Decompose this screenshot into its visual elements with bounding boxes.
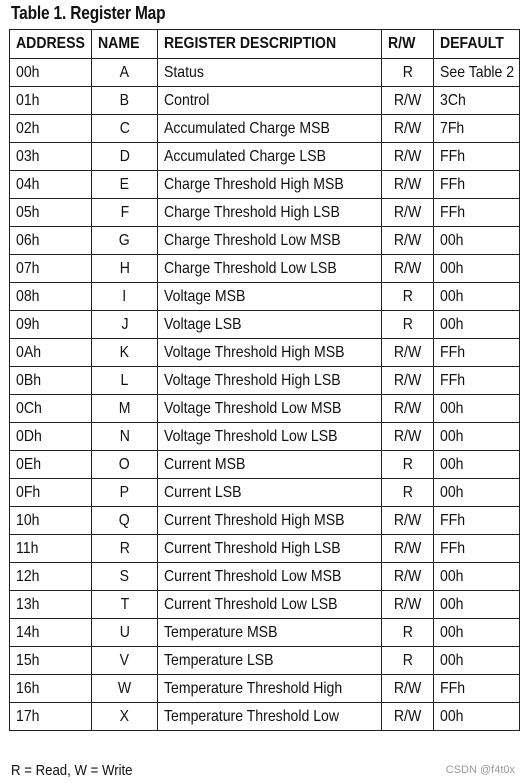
cell-description: Current LSB <box>158 479 382 507</box>
cell-name: N <box>92 423 158 451</box>
cell-description: Accumulated Charge MSB <box>158 115 382 143</box>
cell-name: A <box>92 59 158 87</box>
cell-default: FFh <box>434 507 520 535</box>
cell-description: Voltage MSB <box>158 283 382 311</box>
cell-default: 00h <box>434 283 520 311</box>
cell-description: Voltage Threshold High MSB <box>158 339 382 367</box>
cell-rw: R/W <box>382 535 434 563</box>
table-row <box>10 87 520 115</box>
cell-description: Voltage Threshold Low LSB <box>158 423 382 451</box>
cell-rw: R <box>382 619 434 647</box>
cell-name: K <box>92 339 158 367</box>
cell-rw: R <box>382 59 434 87</box>
cell-default: 00h <box>434 311 520 339</box>
cell-rw: R/W <box>382 255 434 283</box>
cell-address: 0Bh <box>10 367 92 395</box>
watermark: CSDN @f4t0x <box>445 764 515 776</box>
cell-address: 11h <box>10 535 92 563</box>
cell-name: O <box>92 451 158 479</box>
table-body <box>10 59 520 731</box>
cell-default: 00h <box>434 703 520 731</box>
cell-name: L <box>92 367 158 395</box>
cell-default: See Table 2 <box>434 59 520 87</box>
cell-rw: R/W <box>382 675 434 703</box>
cell-address: 0Ch <box>10 395 92 423</box>
cell-name: T <box>92 591 158 619</box>
table-row <box>10 283 520 311</box>
cell-rw: R <box>382 283 434 311</box>
cell-rw: R/W <box>382 199 434 227</box>
cell-rw: R/W <box>382 563 434 591</box>
cell-default: 00h <box>434 591 520 619</box>
cell-name: I <box>92 283 158 311</box>
cell-default: FFh <box>434 171 520 199</box>
cell-address: 0Dh <box>10 423 92 451</box>
cell-name: D <box>92 143 158 171</box>
cell-rw: R/W <box>382 507 434 535</box>
cell-address: 0Fh <box>10 479 92 507</box>
table-row <box>10 311 520 339</box>
cell-address: 16h <box>10 675 92 703</box>
cell-description: Status <box>158 59 382 87</box>
cell-name: C <box>92 115 158 143</box>
column-header-address: ADDRESS <box>10 30 92 59</box>
cell-description: Temperature Threshold Low <box>158 703 382 731</box>
cell-description: Charge Threshold Low LSB <box>158 255 382 283</box>
cell-address: 08h <box>10 283 92 311</box>
cell-rw: R/W <box>382 423 434 451</box>
cell-name: B <box>92 87 158 115</box>
cell-default: FFh <box>434 199 520 227</box>
cell-rw: R <box>382 311 434 339</box>
cell-name: V <box>92 647 158 675</box>
cell-description: Accumulated Charge LSB <box>158 143 382 171</box>
cell-name: Q <box>92 507 158 535</box>
cell-address: 01h <box>10 87 92 115</box>
cell-description: Current Threshold Low MSB <box>158 563 382 591</box>
cell-address: 12h <box>10 563 92 591</box>
cell-default: 00h <box>434 619 520 647</box>
cell-address: 0Ah <box>10 339 92 367</box>
cell-rw: R/W <box>382 339 434 367</box>
table-row <box>10 227 520 255</box>
cell-default: 00h <box>434 451 520 479</box>
cell-description: Voltage Threshold Low MSB <box>158 395 382 423</box>
cell-name: P <box>92 479 158 507</box>
cell-default: 00h <box>434 227 520 255</box>
cell-address: 0Eh <box>10 451 92 479</box>
cell-rw: R <box>382 479 434 507</box>
cell-address: 14h <box>10 619 92 647</box>
cell-default: FFh <box>434 367 520 395</box>
cell-address: 13h <box>10 591 92 619</box>
cell-default: 00h <box>434 647 520 675</box>
cell-description: Temperature Threshold High <box>158 675 382 703</box>
cell-name: X <box>92 703 158 731</box>
cell-description: Control <box>158 87 382 115</box>
cell-default: 00h <box>434 479 520 507</box>
cell-rw: R/W <box>382 395 434 423</box>
cell-default: FFh <box>434 675 520 703</box>
cell-address: 17h <box>10 703 92 731</box>
table-row <box>10 255 520 283</box>
cell-address: 00h <box>10 59 92 87</box>
cell-default: FFh <box>434 535 520 563</box>
cell-name: W <box>92 675 158 703</box>
cell-rw: R/W <box>382 171 434 199</box>
cell-name: F <box>92 199 158 227</box>
table-row <box>10 619 520 647</box>
cell-default: 3Ch <box>434 87 520 115</box>
cell-rw: R/W <box>382 367 434 395</box>
cell-name: U <box>92 619 158 647</box>
table-row <box>10 647 520 675</box>
table-row <box>10 143 520 171</box>
cell-default: FFh <box>434 143 520 171</box>
cell-rw: R/W <box>382 703 434 731</box>
cell-name: M <box>92 395 158 423</box>
cell-default: 00h <box>434 395 520 423</box>
table-row <box>10 479 520 507</box>
register-map-table <box>9 29 520 731</box>
cell-name: H <box>92 255 158 283</box>
table-title: Table 1. Register Map <box>11 3 166 23</box>
table-row <box>10 395 520 423</box>
cell-rw: R <box>382 647 434 675</box>
cell-rw: R/W <box>382 143 434 171</box>
table-row <box>10 367 520 395</box>
cell-address: 06h <box>10 227 92 255</box>
cell-address: 05h <box>10 199 92 227</box>
cell-name: J <box>92 311 158 339</box>
cell-description: Voltage LSB <box>158 311 382 339</box>
cell-name: S <box>92 563 158 591</box>
cell-description: Charge Threshold Low MSB <box>158 227 382 255</box>
cell-address: 03h <box>10 143 92 171</box>
table-row <box>10 115 520 143</box>
cell-name: E <box>92 171 158 199</box>
cell-description: Current Threshold High MSB <box>158 507 382 535</box>
cell-rw: R/W <box>382 227 434 255</box>
cell-description: Charge Threshold High LSB <box>158 199 382 227</box>
cell-rw: R/W <box>382 115 434 143</box>
table-row <box>10 423 520 451</box>
cell-rw: R <box>382 451 434 479</box>
table-row <box>10 563 520 591</box>
table-row <box>10 339 520 367</box>
table-row <box>10 703 520 731</box>
table-header-row <box>10 30 520 59</box>
table-row <box>10 171 520 199</box>
cell-description: Current MSB <box>158 451 382 479</box>
cell-address: 10h <box>10 507 92 535</box>
table-row <box>10 535 520 563</box>
footnote: R = Read, W = Write <box>11 762 133 779</box>
cell-address: 09h <box>10 311 92 339</box>
table-row <box>10 59 520 87</box>
cell-default: 7Fh <box>434 115 520 143</box>
table-row <box>10 591 520 619</box>
table-row <box>10 451 520 479</box>
cell-rw: R/W <box>382 87 434 115</box>
cell-address: 04h <box>10 171 92 199</box>
table-row <box>10 675 520 703</box>
cell-address: 15h <box>10 647 92 675</box>
column-header-name: NAME <box>92 30 158 59</box>
cell-default: FFh <box>434 339 520 367</box>
cell-default: 00h <box>434 563 520 591</box>
cell-address: 02h <box>10 115 92 143</box>
cell-default: 00h <box>434 255 520 283</box>
table-row <box>10 507 520 535</box>
table-row <box>10 199 520 227</box>
cell-description: Voltage Threshold High LSB <box>158 367 382 395</box>
cell-default: 00h <box>434 423 520 451</box>
column-header-default: DEFAULT <box>434 30 520 59</box>
cell-description: Temperature LSB <box>158 647 382 675</box>
cell-rw: R/W <box>382 591 434 619</box>
cell-name: G <box>92 227 158 255</box>
column-header-description: REGISTER DESCRIPTION <box>158 30 382 59</box>
cell-description: Temperature MSB <box>158 619 382 647</box>
cell-description: Current Threshold Low LSB <box>158 591 382 619</box>
cell-name: R <box>92 535 158 563</box>
cell-description: Charge Threshold High MSB <box>158 171 382 199</box>
cell-description: Current Threshold High LSB <box>158 535 382 563</box>
cell-address: 07h <box>10 255 92 283</box>
column-header-rw: R/W <box>382 30 434 59</box>
